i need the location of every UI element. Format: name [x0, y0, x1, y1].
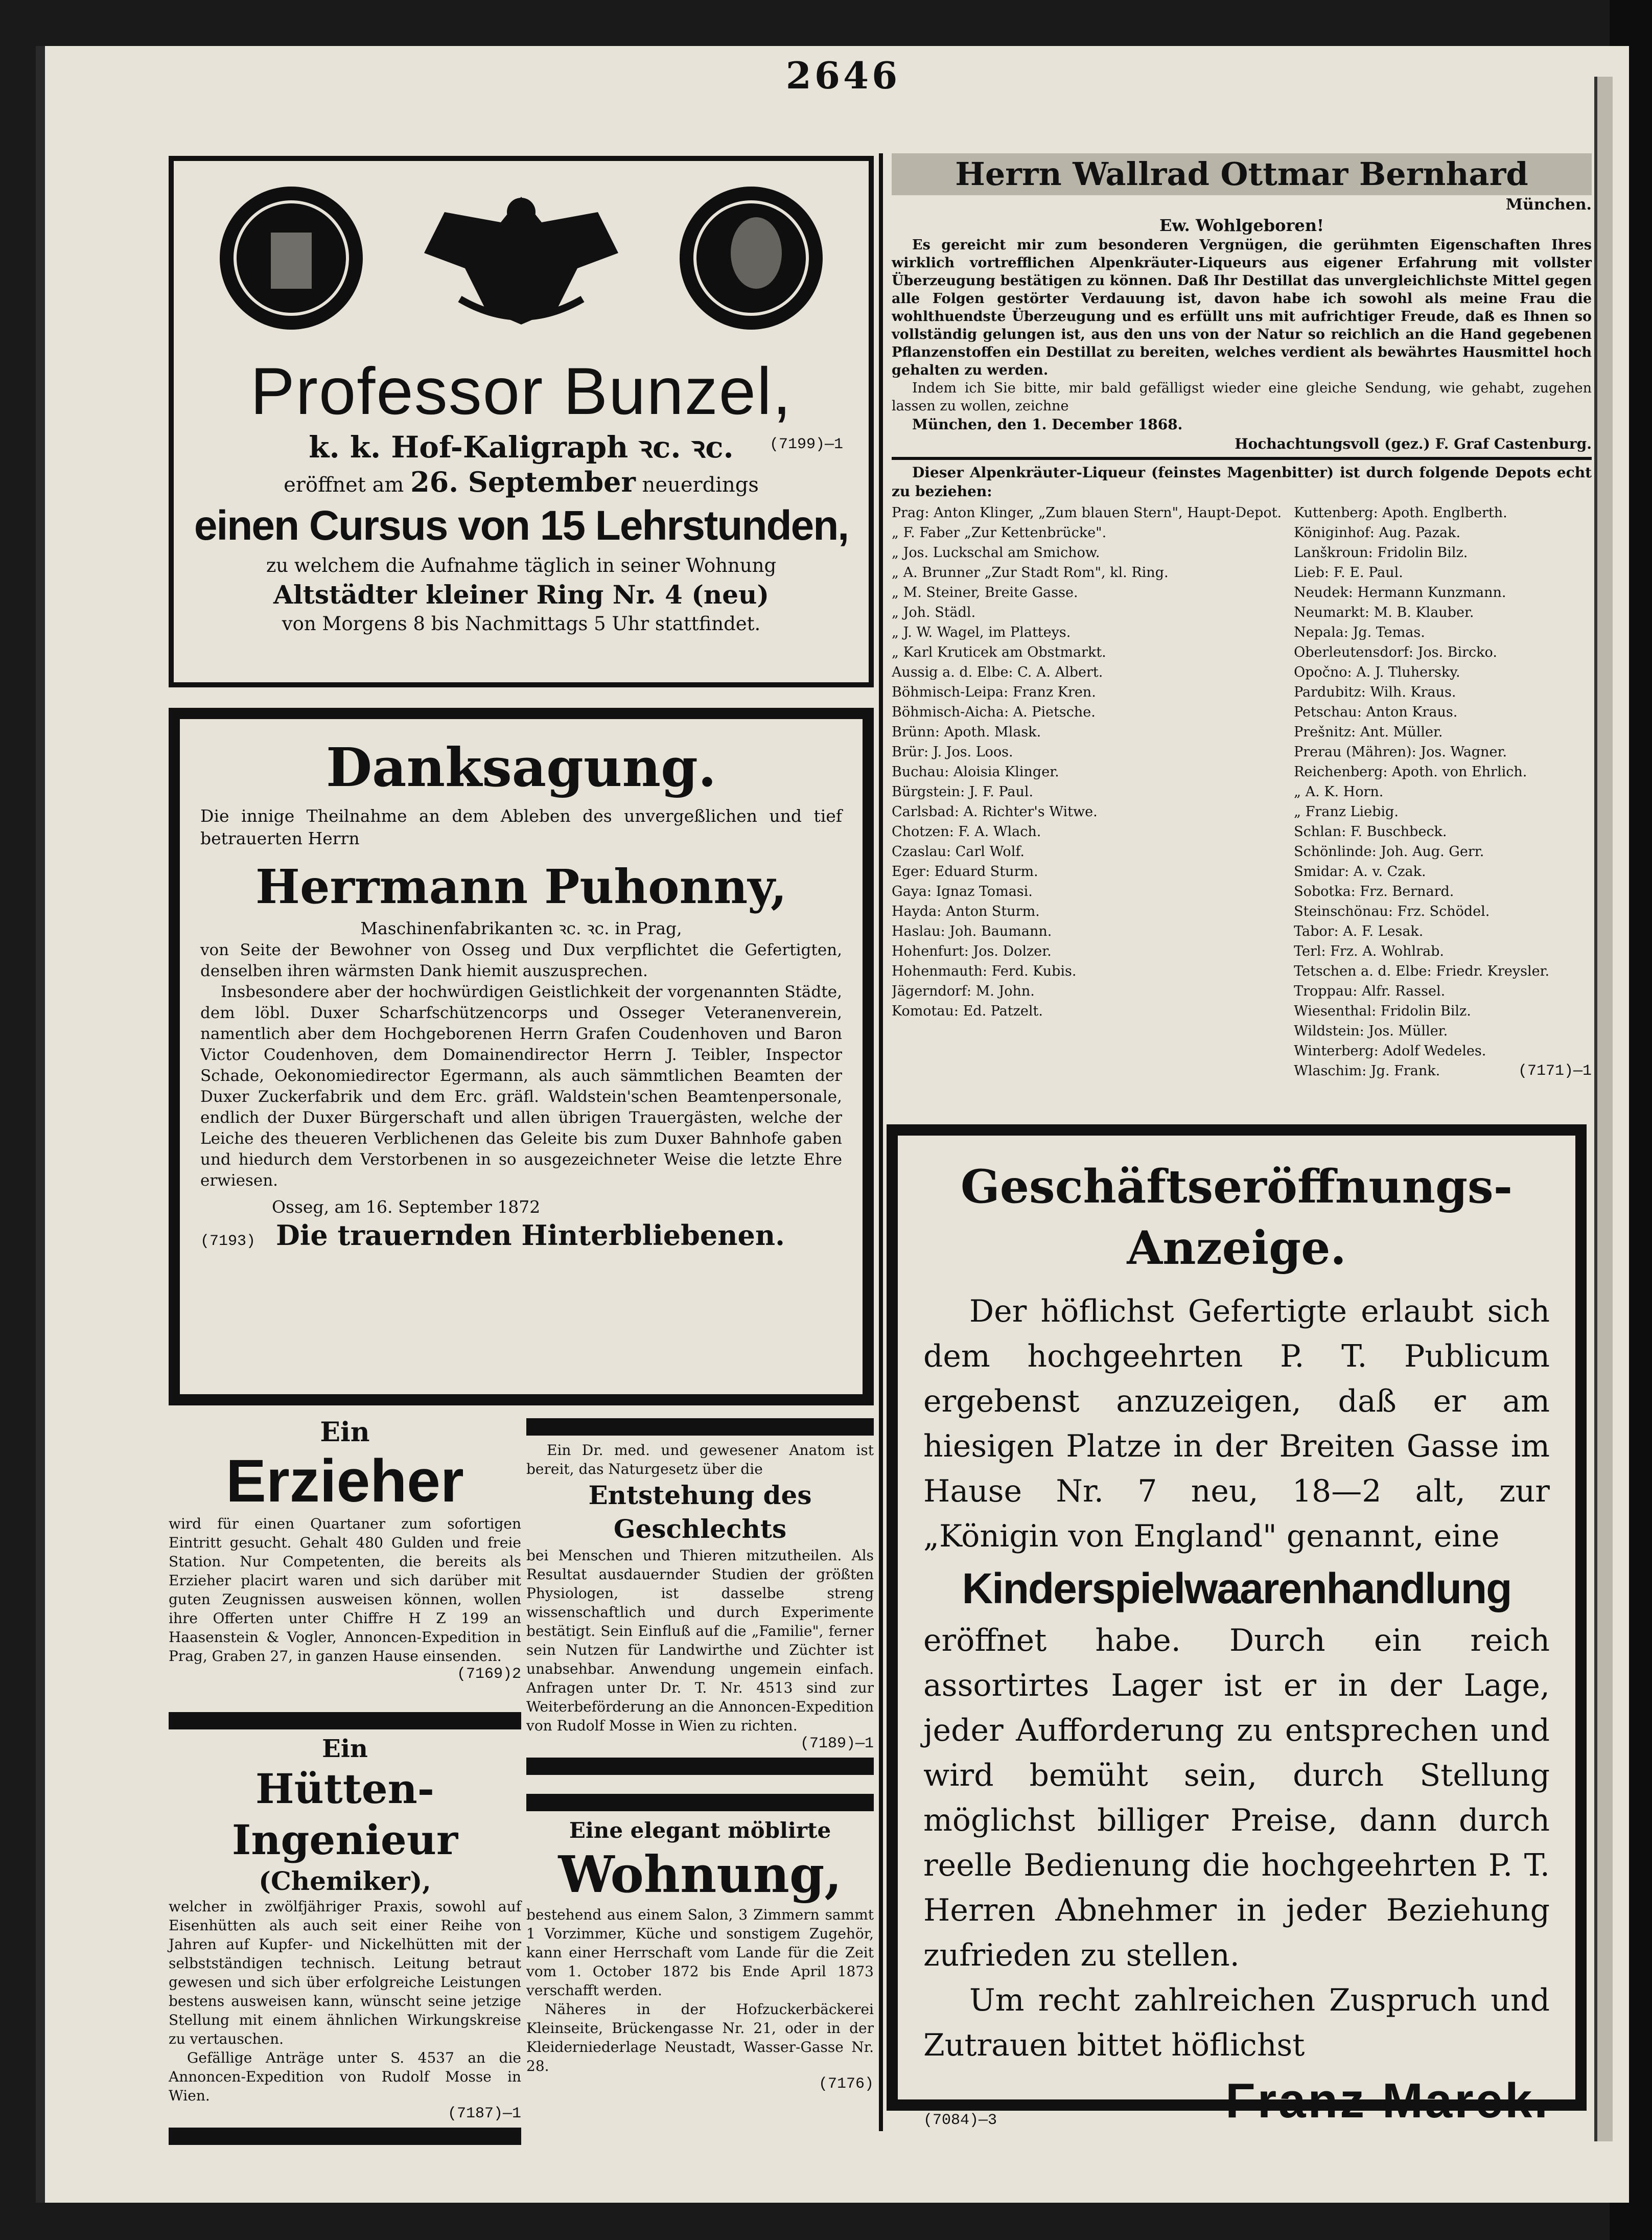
- depot-entry: Neudek: Hermann Kunzmann.: [1294, 585, 1506, 601]
- binding-strip: [1594, 77, 1613, 2141]
- depot-entry: Prerau (Mähren): Jos. Wagner.: [1294, 744, 1507, 760]
- danksagung-title: Danksagung.: [325, 736, 717, 799]
- coat-of-arms-left-emblem: [220, 187, 363, 330]
- wohnung-body2: Näheres in der Hofzuckerbäckerei Kleinseite, Brückengasse Nr. 21, oder in der Kleiderniederlage Neustadt, Wasser-Gasse Nr. 28.: [526, 2001, 874, 2074]
- testimonial-body: Es gereicht mir zum besonderen Vergnügen, die gerühmten Eigenschaften Ihres wirklich vortrefflichen Alpenkräuter-Liqueurs aus eigener Erfahrung mit vollster Überzeugung bestätigen zu können. Daß Ihr Destillat das unvergleichlichste Mittel gegen alle Folgen gestörter Verdauung ist, davon habe ich sowohl als meine Frau die wohlthuendste Überzeugung und es erfüllt uns mit aufrichtiger Freude, daß es Ihnen so vollständig gelungen ist, aus den uns von der Natur so reichlich an die Hand gegebenen Pflanzenstoffen ein Destillat zu bereiten, welches verdient als bewährtes Hausmittel hoch gehalten zu werden.: [892, 237, 1592, 378]
- geschaeft-body3: Um recht zahlreichen Zuspruch und Zutrauen bittet höflichst: [923, 1982, 1550, 2063]
- depot-entry: „ Franz Liebig.: [1294, 804, 1399, 820]
- depot-entry: Troppau: Alfr. Rassel.: [1294, 983, 1446, 999]
- addressee: Herrn Wallrad Ottmar Bernhard: [955, 155, 1528, 193]
- depot-entry: Böhmisch-Leipa: Franz Kren.: [892, 684, 1096, 700]
- depot-entry: Hohenfurt: Jos. Dolzer.: [892, 943, 1052, 959]
- depot-entry: Brür: J. Jos. Loos.: [892, 744, 1013, 760]
- huetten-body: welcher in zwölfjähriger Praxis, sowohl auf Eisenhütten als auch seit einer Reihe von Jahren auf Kupfer- und Nickelhütten mit der selbstständigen technisch. Leitung betraut gewesen und sich über erfolgreiche Leistungen bestens ausweisen kann, wünscht seine jetzige Stellung mit einem ähnlichen Wirkungskreise zu vertauschen.: [169, 1898, 521, 2047]
- salutation: Ew. Wohlgeboren!: [1159, 216, 1324, 235]
- erzieher-body: wird für einen Quartaner zum sofortigen Eintritt gesucht. Gehalt 480 Gulden und freie Station. Nur Competenten, die bereits als Erzieher placirt waren und sich darüber mit guten Zeugnissen ausweisen können, wollen ihre Offerten unter Chiffre H Z 199 an Haasenstein & Vogler, Annoncen-Expedition in Prag, Graben 27, in ganzen Hause einsenden.: [169, 1515, 521, 1665]
- double-eagle-emblem: [414, 181, 629, 335]
- depot-entry: Kuttenberg: Apoth. Englberth.: [1294, 505, 1507, 521]
- depot-intro: Dieser Alpenkräuter-Liqueur (feinstes Magenbitter) ist durch folgende Depots echt zu beziehen:: [892, 464, 1592, 500]
- depot-column-right: [1294, 503, 1592, 1081]
- depot-entry: Brünn: Apoth. Mlask.: [892, 724, 1041, 740]
- depot-entry: Haslau: Joh. Baumann.: [892, 923, 1052, 939]
- rule: [892, 457, 1592, 460]
- danksagung-date: Osseg, am 16. September 1872: [272, 1197, 541, 1217]
- depot-entry: Wlaschim: Jg. Frank.: [1294, 1063, 1440, 1079]
- bunzel-line1-post: neuerdings: [642, 473, 759, 497]
- depot-entry: „ Karl Kruticek am Obstmarkt.: [892, 644, 1106, 660]
- geschlecht-title: Entstehung des Geschlechts: [588, 1480, 812, 1544]
- depot-column-left: [892, 503, 1282, 1081]
- erzieher-ref: (7169)2: [456, 1666, 521, 1683]
- erzieher-title: Erzieher: [226, 1447, 464, 1515]
- depot-entry: Oberleutensdorf: Jos. Bircko.: [1294, 644, 1497, 660]
- danksagung-body1: von Seite der Bewohner von Osseg und Dux verpflichtet die Gefertigten, denselben ihren wärmsten Dank hiemit auszusprechen.: [200, 941, 842, 980]
- depot-entry: Neumarkt: M. B. Klauber.: [1294, 605, 1474, 620]
- depot-entry: Wildstein: Jos. Müller.: [1294, 1023, 1448, 1039]
- depot-entry: Terl: Frz. A. Wohlrab.: [1294, 943, 1444, 959]
- depot-entry: Schlan: F. Buschbeck.: [1294, 824, 1447, 840]
- bunzel-line1-pre: eröffnet am: [284, 473, 404, 497]
- testimonial-body2: Indem ich Sie bitte, mir bald gefälligst wieder eine gleiche Sendung, wie gehabt, zugehen lassen zu wollen, zeichne: [892, 380, 1592, 414]
- wohnung-title: Wohnung,: [558, 1845, 842, 1904]
- geschlecht-ref: (7189)—1: [800, 1735, 874, 1752]
- huetten-ingenieur-advert: [169, 1707, 521, 2122]
- erzieher-ein: Ein: [320, 1417, 370, 1448]
- wohnung-ref: (7176): [818, 2075, 874, 2093]
- alpenkraeuter-ref: (7171)—1: [1518, 1063, 1592, 1080]
- footer-bar: [169, 2128, 521, 2145]
- geschaeftseroeffnung-advert: [887, 1124, 1587, 2129]
- erzieher-advert: [169, 1413, 521, 1699]
- merchant-name: Franz Marek.: [1225, 2073, 1550, 2128]
- danksagung-body2: Insbesondere aber der hochwürdigen Geistlichkeit der vorgenannten Städte, dem löbl. Duxer Scharfschützencorps und Osseger Veteranenverein, namentlich aber dem Hochgeborenen Herrn Grafen Coudenhoven und Baron Victor Coudenhoven, dem Domainendirector Herrn J. Teibler, Inspector Schade, Oekonomiedirector Egermann, als auch sämmtlichen Beamten der Duxer Zuckerfabrik und dem Erc. gräfl. Waldstein'schen Beamtenpersonale, endlich der Duxer Bürgerschaft und allen übrigen Trauergästen, welche der Leiche des theueren Verblichenen das Geleite bis zum Duxer Bahnhofe gaben und hiedurch dem Verstorbenen in so ausgezeichneter Weise die letzte Ehre erwiesen.: [200, 983, 842, 1190]
- deceased-occupation: Maschinenfabrikanten ꝛc. ꝛc. in Prag,: [360, 918, 682, 938]
- danksagung-notice: [169, 708, 874, 1405]
- bunzel-title: k. k. Hof-Kaligraph ꝛc. ꝛc.: [309, 430, 734, 465]
- deceased-name: Herrmann Puhonny,: [255, 859, 787, 914]
- footer-bar: [526, 1758, 874, 1775]
- depot-entry: Schönlinde: Joh. Aug. Gerr.: [1294, 844, 1484, 860]
- portrait-medallion-emblem: [680, 187, 823, 330]
- bunzel-emblem-row: [189, 171, 853, 355]
- huetten-sub: (Chemiker),: [259, 1866, 431, 1896]
- depot-entry: Chotzen: F. A. Wlach.: [892, 824, 1041, 840]
- depot-entry: Winterberg: Adolf Wedeles.: [1294, 1043, 1486, 1059]
- depot-entry: Prešnitz: Ant. Müller.: [1294, 724, 1443, 740]
- depot-entry: Petschau: Anton Kraus.: [1294, 704, 1458, 720]
- geschaeft-body1: Der höflichst Gefertigte erlaubt sich dem hochgeehrten P. T. Publicum ergebenst anzuzeigen, daß er am hiesigen Platze in der Breiten Gasse im Hause Nr. 7 neu, 18—2 alt, zur „Königin von England" genannt, eine: [923, 1294, 1550, 1554]
- depot-entry: Eger: Eduard Sturm.: [892, 864, 1038, 880]
- shop-name: Kinderspielwaarenhandlung: [962, 1564, 1511, 1612]
- depot-entry: „ Joh. Städl.: [892, 605, 976, 620]
- geschaeft-body2: eröffnet habe. Durch ein reich assortirtes Lager ist er in der Lage, jeder Aufforderung zu entsprechen und wird bemüht sein, durch Stellung möglichst billiger Preise, dann durch reelle Bedienung die hochgeehrten P. T. Herren Abnehmer in jeder Beziehung zufrieden zu stellen.: [923, 1623, 1550, 1973]
- depot-entry: Sobotka: Frz. Bernard.: [1294, 884, 1454, 899]
- bunzel-hours: von Morgens 8 bis Nachmittags 5 Uhr stattfindet.: [282, 613, 761, 635]
- bunzel-line1: [189, 468, 853, 499]
- depot-entry: Opočno: A. J. Tluhersky.: [1294, 664, 1460, 680]
- alpenkraeuter-advert: [892, 153, 1592, 1114]
- depot-entry: Lanškroun: Fridolin Bilz.: [1294, 545, 1468, 561]
- depot-entry: Carlsbad: A. Richter's Witwe.: [892, 804, 1098, 820]
- depot-entry: Bürgstein: J. F. Paul.: [892, 784, 1034, 800]
- huetten-body2: Gefällige Anträge unter S. 4537 an die Annoncen-Expedition von Rudolf Mosse in Wien.: [169, 2049, 521, 2104]
- depot-list: [892, 503, 1592, 1081]
- depot-entry: Komotau: Ed. Patzelt.: [892, 1003, 1043, 1019]
- huetten-ein: Ein: [322, 1735, 368, 1763]
- depot-entry: Aussig a. d. Elbe: C. A. Albert.: [892, 664, 1103, 680]
- huetten-ref: (7187)—1: [447, 2105, 521, 2122]
- testimonial-signature: Hochachtungsvoll (gez.) F. Graf Castenburg.: [1235, 435, 1592, 452]
- depot-entry: Buchau: Aloisia Klinger.: [892, 764, 1059, 780]
- depot-entry: „ Jos. Luckschal am Smichow.: [892, 545, 1100, 561]
- bunzel-name: Professor Bunzel,: [250, 354, 793, 428]
- depot-entry: Böhmisch-Aicha: A. Pietsche.: [892, 704, 1096, 720]
- wohnung-intro: Eine elegant möblirte: [569, 1818, 831, 1843]
- depot-entry: Tetschen a. d. Elbe: Friedr. Kreysler.: [1294, 963, 1550, 979]
- header-bar: [526, 1794, 874, 1811]
- bunzel-ref: (7199)—1: [769, 436, 843, 453]
- depot-entry: Jägerndorf: M. John.: [892, 983, 1035, 999]
- depot-entry: „ M. Steiner, Breite Gasse.: [892, 585, 1078, 601]
- header-bar: [169, 1712, 521, 1729]
- page-number: 2646: [785, 54, 901, 97]
- bunzel-address: Altstädter kleiner Ring Nr. 4 (neu): [273, 580, 770, 610]
- geschaeft-title: Geschäftseröffnungs-Anzeige.: [960, 1160, 1513, 1275]
- depot-entry: Königinhof: Aug. Pazak.: [1294, 525, 1461, 541]
- depot-entry: Tabor: A. F. Lesak.: [1294, 923, 1424, 939]
- depot-entry: „ A. K. Horn.: [1294, 784, 1384, 800]
- depot-entry: Lieb: F. E. Paul.: [1294, 565, 1403, 581]
- geschaeft-ref: (7084)—3: [923, 2112, 997, 2129]
- depot-entry: Pardubitz: Wilh. Kraus.: [1294, 684, 1456, 700]
- depot-entry: „ J. W. Wagel, im Platteys.: [892, 625, 1071, 640]
- depot-entry: Prag: Anton Klinger, „Zum blauen Stern", Haupt-Depot.: [892, 505, 1282, 521]
- geschlecht-intro: Ein Dr. med. und gewesener Anatom ist bereit, das Naturgesetz über die: [526, 1442, 874, 1477]
- wohnung-body: bestehend aus einem Salon, 3 Zimmern sammt 1 Vorzimmer, Küche und sonstigem Zugehör, kann einer Herrschaft vom Lande für die Zeit vom 1. October 1872 bis Ende April 1873 verschafft werden.: [526, 1906, 874, 1999]
- depot-entry: „ A. Brunner „Zur Stadt Rom", kl. Ring.: [892, 565, 1169, 581]
- depot-entry: Reichenberg: Apoth. von Ehrlich.: [1294, 764, 1527, 780]
- column-divider: [879, 153, 883, 2131]
- addressee-city: München.: [1505, 196, 1592, 214]
- depot-entry: Hayda: Anton Sturm.: [892, 904, 1040, 919]
- testimonial-date: München, den 1. December 1868.: [912, 416, 1183, 433]
- wohnung-advert: [526, 1789, 874, 2095]
- depot-entry: Smidar: A. v. Czak.: [1294, 864, 1426, 880]
- depot-entry: Wiesenthal: Fridolin Bilz.: [1294, 1003, 1471, 1019]
- depot-entry: „ F. Faber „Zur Kettenbrücke".: [892, 525, 1107, 541]
- geschlecht-advert: [526, 1413, 874, 1781]
- header-bar: [526, 1418, 874, 1436]
- bunzel-date: 26. September: [410, 466, 636, 498]
- geschlecht-body: bei Menschen und Thieren mitzutheilen. Als Resultat ausdauernder Studien der größten Physiologen, ist dasselbe streng wissenschaftlich und durch Experimente bestätigt. Sein Einfluß auf die „Familie", ferner sein Nutzen für Landwirthe und Züchter ist unabsehbar. Anwendung ungemein einfach. Anfragen unter Dr. T. Nr. 4513 sind zur Weiterbeförderung an die Annoncen-Expedition von Rudolf Mosse in Wien zu richten.: [526, 1547, 874, 1734]
- bunzel-course: einen Cursus von 15 Lehrstunden,: [194, 502, 849, 549]
- depot-entry: Hohenmauth: Ferd. Kubis.: [892, 963, 1077, 979]
- danksagung-ref: (7193): [200, 1233, 256, 1250]
- danksagung-intro: Die innige Theilnahme an dem Ableben des unvergeßlichen und tief betrauerten Herrn: [200, 806, 842, 848]
- bunzel-advert: [169, 156, 874, 687]
- depot-entry: Czaslau: Carl Wolf.: [892, 844, 1025, 860]
- danksagung-signoff: Die trauernden Hinterbliebenen.: [276, 1219, 785, 1252]
- huetten-title: Hütten-Ingenieur: [231, 1765, 458, 1864]
- depot-entry: Gaya: Ignaz Tomasi.: [892, 884, 1033, 899]
- depot-entry: Steinschönau: Frz. Schödel.: [1294, 904, 1490, 919]
- depot-entry: Nepala: Jg. Temas.: [1294, 625, 1425, 640]
- addressee-banner: [892, 153, 1592, 195]
- bunzel-line3: zu welchem die Aufnahme täglich in seiner Wohnung: [266, 555, 777, 576]
